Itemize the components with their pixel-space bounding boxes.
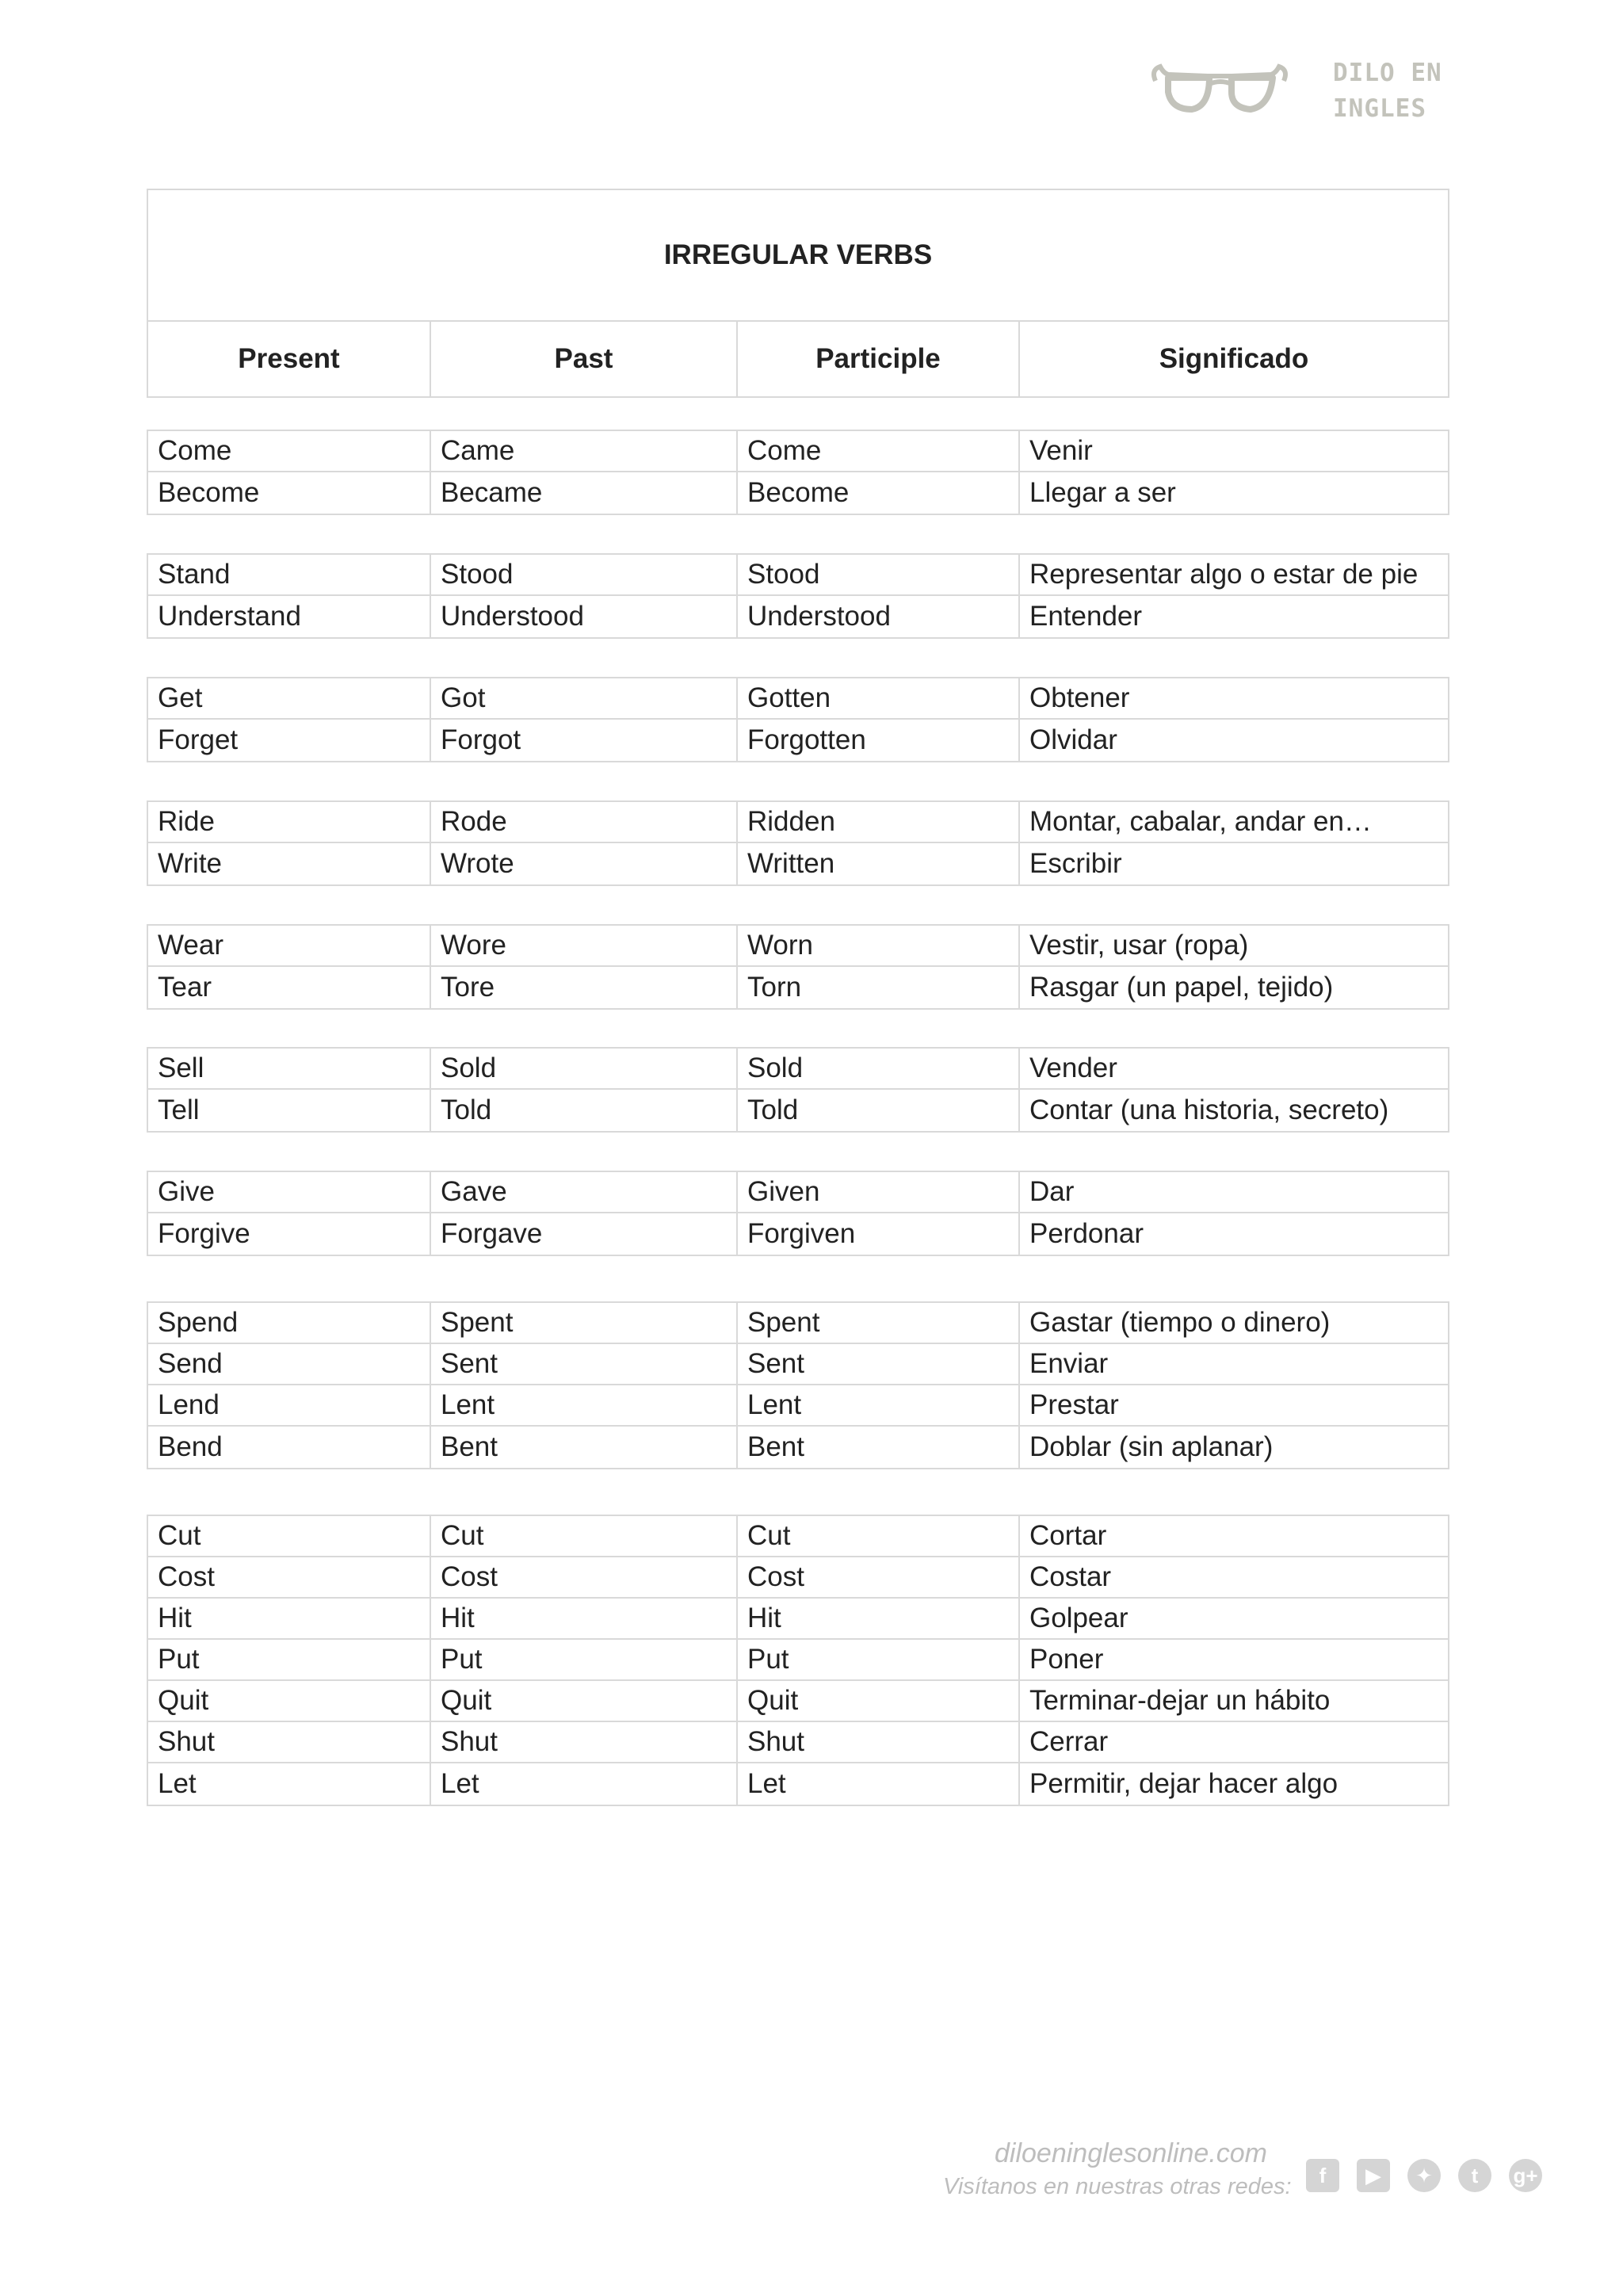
table-row <box>148 555 1448 596</box>
cell-participle: Quit <box>738 1681 1020 1721</box>
cell-present: Lend <box>148 1385 431 1425</box>
cell-past: Forgave <box>431 1213 738 1255</box>
cell-present: Understand <box>148 596 431 637</box>
cell-past: Put <box>431 1640 738 1679</box>
title-row <box>148 190 1448 322</box>
cell-present: Become <box>148 472 431 514</box>
cell-meaning: Poner <box>1029 1644 1104 1675</box>
google-plus-icon[interactable]: g+ <box>1509 2159 1542 2192</box>
cell-past: Bent <box>431 1427 738 1468</box>
cell-past: Got <box>431 678 738 718</box>
cell-participle: Cost <box>738 1557 1020 1597</box>
table-row <box>148 596 1448 637</box>
logo <box>1149 55 1450 135</box>
table-row <box>148 926 1448 967</box>
cell-present: Give <box>148 1172 431 1212</box>
cell-meaning: Vestir, usar (ropa) <box>1029 930 1249 961</box>
table-row <box>148 1763 1448 1805</box>
cell-present: Get <box>148 678 431 718</box>
cell-present: Tear <box>148 967 431 1008</box>
cell-present: Quit <box>148 1681 431 1721</box>
table-row <box>148 1681 1448 1722</box>
table-title-box <box>147 189 1449 398</box>
cell-present: Write <box>148 843 431 884</box>
verb-group <box>147 677 1449 762</box>
social-icons <box>1306 2159 1542 2192</box>
cell-present: Sell <box>148 1049 431 1088</box>
table-row <box>148 1090 1448 1131</box>
cell-meaning: Rasgar (un papel, tejido) <box>1029 972 1334 1003</box>
cell-past: Shut <box>431 1722 738 1762</box>
cell-present: Forgive <box>148 1213 431 1255</box>
cell-meaning: Enviar <box>1029 1348 1109 1379</box>
table-row <box>148 1722 1448 1763</box>
cell-participle: Understood <box>738 596 1020 637</box>
cell-past: Wore <box>431 926 738 965</box>
header-present: Present <box>148 322 431 396</box>
header-significado: Significado <box>1159 343 1309 374</box>
cell-participle: Forgotten <box>738 720 1020 761</box>
cell-present: Shut <box>148 1722 431 1762</box>
cell-past: Spent <box>431 1303 738 1343</box>
cell-meaning: Escribir <box>1029 848 1122 879</box>
footer-url[interactable]: diloeninglesonline.com <box>995 2138 1268 2168</box>
table-row <box>148 843 1448 884</box>
cell-participle: Hit <box>738 1599 1020 1638</box>
cell-present: Wear <box>148 926 431 965</box>
cell-participle: Given <box>738 1172 1020 1212</box>
cell-meaning: Cerrar <box>1029 1726 1109 1757</box>
verb-group <box>147 1047 1449 1133</box>
cell-meaning: Terminar-dejar un hábito <box>1029 1685 1331 1716</box>
cell-past: Quit <box>431 1681 738 1721</box>
cell-participle: Let <box>738 1763 1020 1805</box>
cell-participle: Lent <box>738 1385 1020 1425</box>
cell-meaning: Venir <box>1029 435 1093 466</box>
cell-present: Bend <box>148 1427 431 1468</box>
cell-participle: Shut <box>738 1722 1020 1762</box>
cell-past: Forgot <box>431 720 738 761</box>
cell-present: Come <box>148 431 431 471</box>
cell-meaning: Montar, cabalar, andar en… <box>1029 806 1372 837</box>
table-row <box>148 678 1448 720</box>
cell-participle: Put <box>738 1640 1020 1679</box>
header-past: Past <box>431 322 738 396</box>
cell-meaning: Golpear <box>1029 1603 1128 1633</box>
cell-present: Cut <box>148 1516 431 1556</box>
cell-meaning: Doblar (sin aplanar) <box>1029 1431 1274 1462</box>
cell-meaning: Prestar <box>1029 1389 1119 1420</box>
cell-meaning: Olvidar <box>1029 724 1117 755</box>
cell-meaning: Costar <box>1029 1561 1112 1592</box>
logo-text <box>1333 55 1442 127</box>
cell-past: Sold <box>431 1049 738 1088</box>
cell-meaning: Vender <box>1029 1052 1117 1083</box>
cell-participle: Sold <box>738 1049 1020 1088</box>
table-row <box>148 1303 1448 1344</box>
cell-participle: Spent <box>738 1303 1020 1343</box>
table-row <box>148 802 1448 843</box>
cell-meaning: Dar <box>1029 1176 1075 1207</box>
cell-past: Tore <box>431 967 738 1008</box>
cell-meaning: Representar algo o estar de pie <box>1029 559 1419 590</box>
verb-group <box>147 1171 1449 1256</box>
cell-past: Came <box>431 431 738 471</box>
cell-meaning: Gastar (tiempo o dinero) <box>1029 1307 1331 1338</box>
tumblr-icon[interactable]: t <box>1458 2159 1491 2192</box>
cell-meaning: Contar (una historia, secreto) <box>1029 1095 1389 1125</box>
cell-past: Stood <box>431 555 738 594</box>
cell-participle: Forgiven <box>738 1213 1020 1255</box>
cell-participle: Sent <box>738 1344 1020 1384</box>
cell-participle: Bent <box>738 1427 1020 1468</box>
cell-past: Let <box>431 1763 738 1805</box>
cell-past: Cost <box>431 1557 738 1597</box>
cell-present: Let <box>148 1763 431 1805</box>
footer-social-text: Visítanos en nuestras otras redes: <box>943 2174 1292 2199</box>
spanish-site-icon[interactable]: ✦ <box>1407 2159 1441 2192</box>
cell-past: Gave <box>431 1172 738 1212</box>
cell-past: Cut <box>431 1516 738 1556</box>
cell-participle: Worn <box>738 926 1020 965</box>
cell-meaning: Entender <box>1029 601 1143 632</box>
logo-line-1: DILO EN <box>1333 59 1442 87</box>
table-row <box>148 431 1448 472</box>
facebook-icon[interactable]: f <box>1306 2159 1339 2192</box>
cell-present: Cost <box>148 1557 431 1597</box>
cell-meaning: Obtener <box>1029 682 1130 713</box>
cell-past: Sent <box>431 1344 738 1384</box>
cell-past: Rode <box>431 802 738 842</box>
table-row <box>148 1557 1448 1599</box>
verb-group <box>147 1301 1449 1469</box>
glasses-icon <box>1149 60 1292 124</box>
cell-participle: Told <box>738 1090 1020 1131</box>
verb-group <box>147 924 1449 1010</box>
cell-participle: Cut <box>738 1516 1020 1556</box>
cell-meaning: Perdonar <box>1029 1218 1144 1249</box>
table-row <box>148 1385 1448 1427</box>
cell-past: Wrote <box>431 843 738 884</box>
cell-participle: Gotten <box>738 678 1020 718</box>
table-row <box>148 1344 1448 1385</box>
table-row <box>148 1213 1448 1255</box>
cell-participle: Torn <box>738 967 1020 1008</box>
youtube-icon[interactable]: ▶ <box>1357 2159 1390 2192</box>
header-participle: Participle <box>738 322 1020 396</box>
cell-present: Send <box>148 1344 431 1384</box>
cell-participle: Become <box>738 472 1020 514</box>
verb-group <box>147 1515 1449 1806</box>
cell-past: Lent <box>431 1385 738 1425</box>
cell-present: Forget <box>148 720 431 761</box>
cell-participle: Written <box>738 843 1020 884</box>
cell-past: Told <box>431 1090 738 1131</box>
table-row <box>148 1640 1448 1681</box>
cell-present: Put <box>148 1640 431 1679</box>
verb-group <box>147 553 1449 639</box>
verb-group <box>147 800 1449 886</box>
cell-participle: Come <box>738 431 1020 471</box>
verb-group <box>147 430 1449 515</box>
cell-present: Stand <box>148 555 431 594</box>
table-row <box>148 1049 1448 1090</box>
cell-past: Understood <box>431 596 738 637</box>
cell-past: Hit <box>431 1599 738 1638</box>
table-row <box>148 472 1448 514</box>
cell-participle: Ridden <box>738 802 1020 842</box>
table-row <box>148 1172 1448 1213</box>
table-row <box>148 1516 1448 1557</box>
cell-present: Tell <box>148 1090 431 1131</box>
header-row <box>148 322 1448 396</box>
table-row <box>148 1599 1448 1640</box>
table-row <box>148 967 1448 1008</box>
cell-past: Became <box>431 472 738 514</box>
cell-present: Hit <box>148 1599 431 1638</box>
table-row <box>148 1427 1448 1468</box>
cell-present: Spend <box>148 1303 431 1343</box>
table-row <box>148 720 1448 761</box>
logo-line-2: INGLES <box>1333 94 1426 123</box>
cell-meaning: Permitir, dejar hacer algo <box>1029 1768 1338 1799</box>
cell-meaning: Cortar <box>1029 1520 1107 1551</box>
cell-present: Ride <box>148 802 431 842</box>
cell-meaning: Llegar a ser <box>1029 477 1176 508</box>
table-title: IRREGULAR VERBS <box>663 239 933 270</box>
cell-participle: Stood <box>738 555 1020 594</box>
